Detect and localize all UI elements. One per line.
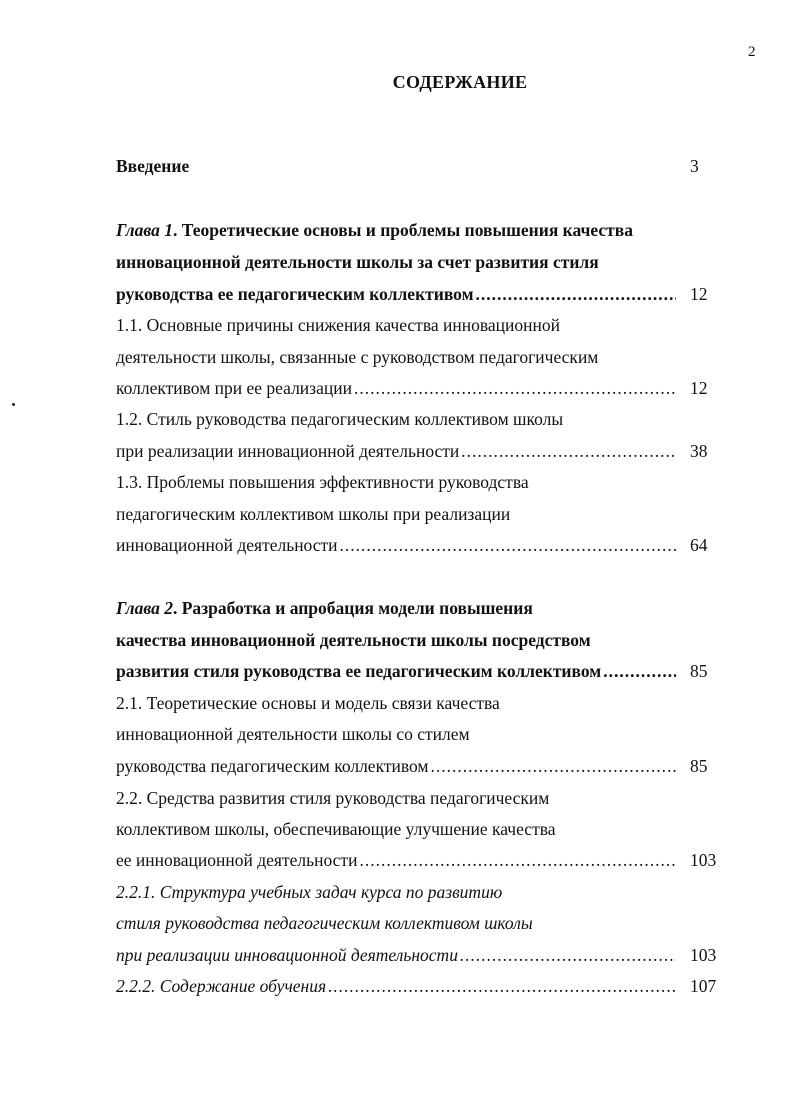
toc-chapter1-line3 xyxy=(116,282,676,306)
toc-section-1-3-line3-text: инновационной деятельности xyxy=(116,535,338,555)
leader-dots xyxy=(461,439,676,463)
toc-section-2-1-page: 85 xyxy=(690,756,708,776)
toc-section-2-2-1-line1: 2.2.1. Структура учебных задач курса по развитию xyxy=(116,882,503,902)
leader-dots xyxy=(603,659,676,683)
toc-section-2-2-line2: коллективом школы, обеспечивающие улучшение качества xyxy=(116,819,556,839)
toc-section-2-1-line3 xyxy=(116,754,676,778)
toc-section-1-2-line2 xyxy=(116,439,676,463)
toc-intro-label: Введение xyxy=(116,156,190,176)
toc-section-2-2-line3-text: ее инновационной деятельности xyxy=(116,850,358,870)
toc-section-1-1-line3 xyxy=(116,376,676,400)
toc-section-1-3-line3 xyxy=(116,533,676,557)
leader-dots xyxy=(460,943,676,967)
toc-chapter1-line1 xyxy=(116,218,676,242)
toc-section-2-2-line1: 2.2. Средства развития стиля руководства педагогическим xyxy=(116,788,550,808)
toc-section-1-1-page: 12 xyxy=(690,378,708,398)
toc-chapter2-label: Глава 2 xyxy=(116,598,173,618)
toc-chapter1-line2: инновационной деятельности школы за счет развития стиля xyxy=(116,252,599,272)
toc-section-1-2-page: 38 xyxy=(690,441,708,461)
toc-section-2-2-2-line1-text: 2.2.2. Содержание обучения xyxy=(116,976,327,996)
toc-section-2-1-line1: 2.1. Теоретические основы и модель связи качества xyxy=(116,693,500,713)
toc-chapter2-page: 85 xyxy=(690,661,708,681)
leader-dots xyxy=(354,376,676,400)
scan-speck xyxy=(12,403,15,406)
toc-section-1-3-page: 64 xyxy=(690,535,708,555)
toc-chapter2-title-start: . Разработка и апробация модели повышения xyxy=(172,598,533,618)
toc-chapter2-line1 xyxy=(116,596,676,620)
toc-chapter2-line3-text: развития стиля руководства ее педагогическим коллективом xyxy=(116,661,602,681)
leader-dots xyxy=(359,848,676,872)
leader-dots xyxy=(340,533,676,557)
toc-section-2-2-1-line3 xyxy=(116,943,676,967)
toc-section-2-2-1-line2: стиля руководства педагогическим коллективом школы xyxy=(116,913,533,933)
toc-chapter1-page: 12 xyxy=(690,284,708,304)
toc-section-2-2-1-page: 103 xyxy=(690,945,717,965)
leader-dots xyxy=(476,282,677,306)
leader-dots xyxy=(431,754,677,778)
toc-chapter1-title-start: . Теоретические основы и проблемы повышения качества xyxy=(172,220,633,240)
toc-section-1-1-line1: 1.1. Основные причины снижения качества инновационной xyxy=(116,315,560,335)
toc-chapter2-line2: качества инновационной деятельности школы посредством xyxy=(116,630,591,650)
toc-section-2-1-line3-text: руководства педагогическим коллективом xyxy=(116,756,429,776)
toc-section-1-3-line2: педагогическим коллективом школы при реализации xyxy=(116,504,511,524)
toc-section-1-3-line1: 1.3. Проблемы повышения эффективности руководства xyxy=(116,472,529,492)
toc-section-1-2-line1: 1.2. Стиль руководства педагогическим коллективом школы xyxy=(116,409,564,429)
document-title: СОДЕРЖАНИЕ xyxy=(392,72,528,92)
toc-section-2-2-line3 xyxy=(116,848,676,872)
toc-section-2-2-2-line1 xyxy=(116,974,676,998)
leader-dots xyxy=(328,974,676,998)
toc-chapter1-label: Глава 1 xyxy=(116,220,173,240)
toc-section-2-2-page: 103 xyxy=(690,850,717,870)
toc-chapter2-line3 xyxy=(116,659,676,683)
toc-chapter1-line3-text: руководства ее педагогическим коллективом xyxy=(116,284,474,304)
toc-section-2-2-1-line3-text: при реализации инновационной деятельности xyxy=(116,945,458,965)
toc-intro-page: 3 xyxy=(690,156,699,176)
page-number: 2 xyxy=(748,44,756,60)
toc-section-2-1-line2: инновационной деятельности школы со стилем xyxy=(116,724,470,744)
toc-section-1-2-line2-text: при реализации инновационной деятельности xyxy=(116,441,460,461)
toc-section-2-2-2-page: 107 xyxy=(690,976,717,996)
toc-section-1-1-line3-text: коллективом при ее реализации xyxy=(116,378,352,398)
toc-section-1-1-line2: деятельности школы, связанные с руководством педагогическим xyxy=(116,347,599,367)
